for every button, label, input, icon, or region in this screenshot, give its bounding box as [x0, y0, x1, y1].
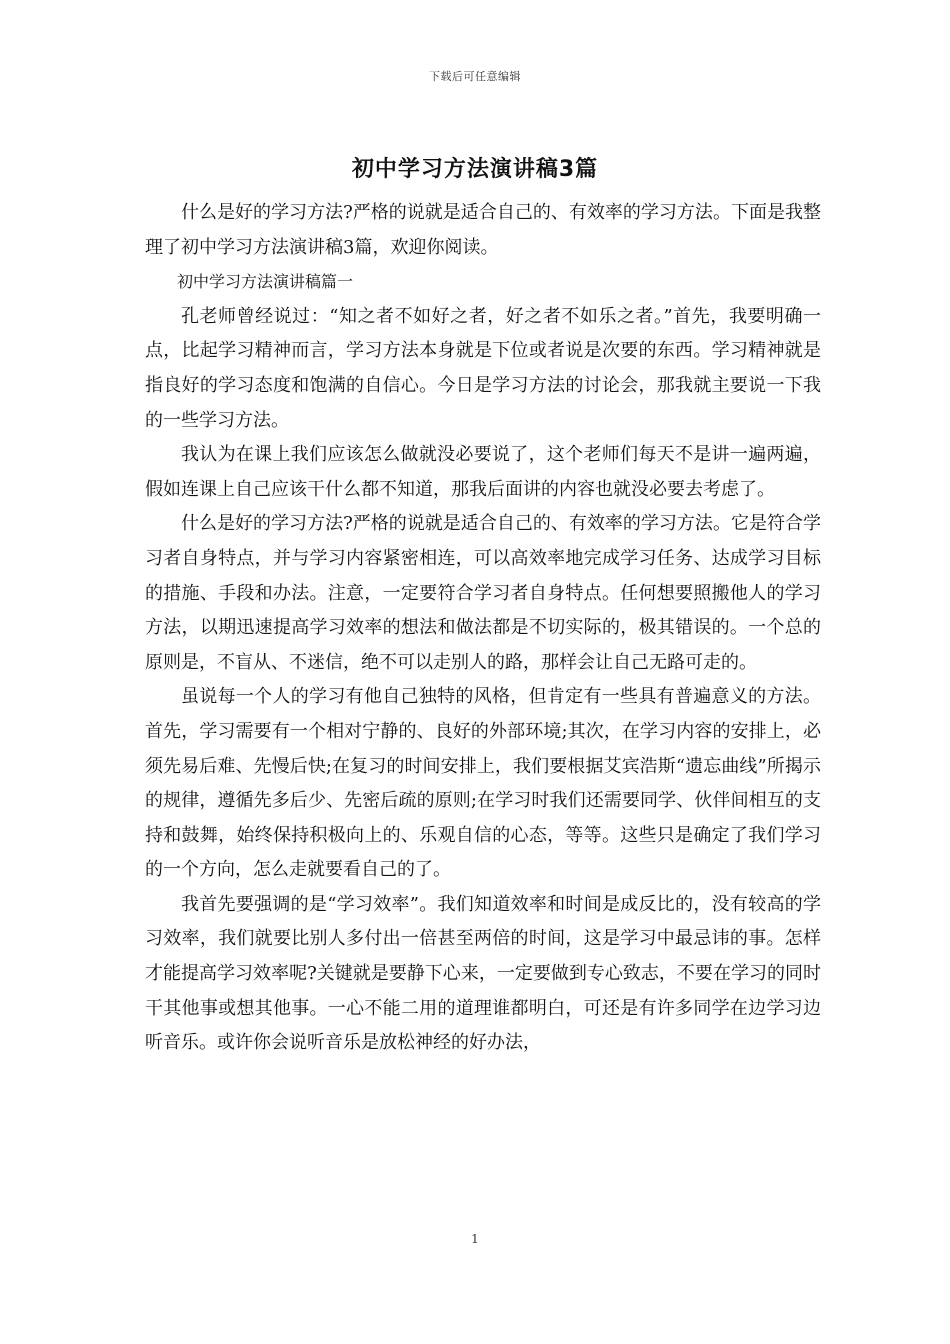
section-heading: 初中学习方法演讲稿篇一 — [177, 272, 354, 292]
document-body — [145, 196, 821, 1061]
intro-paragraph: 什么是好的学习方法?严格的说就是适合自己的、有效率的学习方法。下面是我整理了初中学习方法演讲稿3篇，欢迎你阅读。 — [145, 202, 821, 258]
body-paragraph: 我认为在课上我们应该怎么做就没必要说了，这个老师们每天不是讲一遍两遍，假如连课上自己应该干什么都不知道，那我后面讲的内容也就没必要去考虑了。 — [145, 444, 821, 500]
body-paragraph: 我首先要强调的是“学习效率”。我们知道效率和时间是成反比的，没有较高的学习效率，我们就要比别人多付出一倍甚至两倍的时间，这是学习中最忌讳的事。怎样才能提高学习效率呢?关键就是要静下心来，一定要做到专心致志，不要在学习的同时干其他事或想其他事。一心不能二用的道理谁都明白，可还是有许多同学在边学习边听音乐。或许你会说听音乐是放松神经的好办法， — [145, 893, 821, 1054]
body-paragraph: 虽说每一个人的学习有他自己独特的风格，但肯定有一些具有普遍意义的方法。首先，学习需要有一个相对宁静的、良好的外部环境;其次，在学习内容的安排上，必须先易后难、先慢后快;在复习的时间安排上，我们要根据艾宾浩斯“遗忘曲线”所揭示的规律，遵循先多后少、先密后疏的原则;在学习时我们还需要同学、伙伴间相互的支持和鼓舞，始终保持积极向上的、乐观自信的心态，等等。这些只是确定了我们学习的一个方向，怎么走就要看自己的了。 — [145, 686, 821, 881]
document-title: 初中学习方法演讲稿3篇 — [351, 157, 599, 182]
body-paragraph: 什么是好的学习方法?严格的说就是适合自己的、有效率的学习方法。它是符合学习者自身特点，并与学习内容紧密相连，可以高效率地完成学习任务、达成学习目标的措施、手段和办法。注意，一定要符合学习者自身特点。任何想要照搬他人的学习方法，以期迅速提高学习效率的想法和做法都是不切实际的，极其错误的。一个总的原则是，不盲从、不迷信，绝不可以走别人的路，那样会让自己无路可走的。 — [145, 513, 821, 673]
page-number: 1 — [471, 1232, 479, 1246]
body-paragraph: 孔老师曾经说过：“知之者不如好之者，好之者不如乐之者。”首先，我要明确一点，比起学习精神而言，学习方法本身就是下位或者说是次要的东西。学习精神就是指良好的学习态度和饱满的自信心。今日是学习方法的讨论会，那我就主要说一下我的一些学习方法。 — [145, 305, 821, 431]
page-header: 下载后可任意编辑 — [429, 70, 521, 83]
